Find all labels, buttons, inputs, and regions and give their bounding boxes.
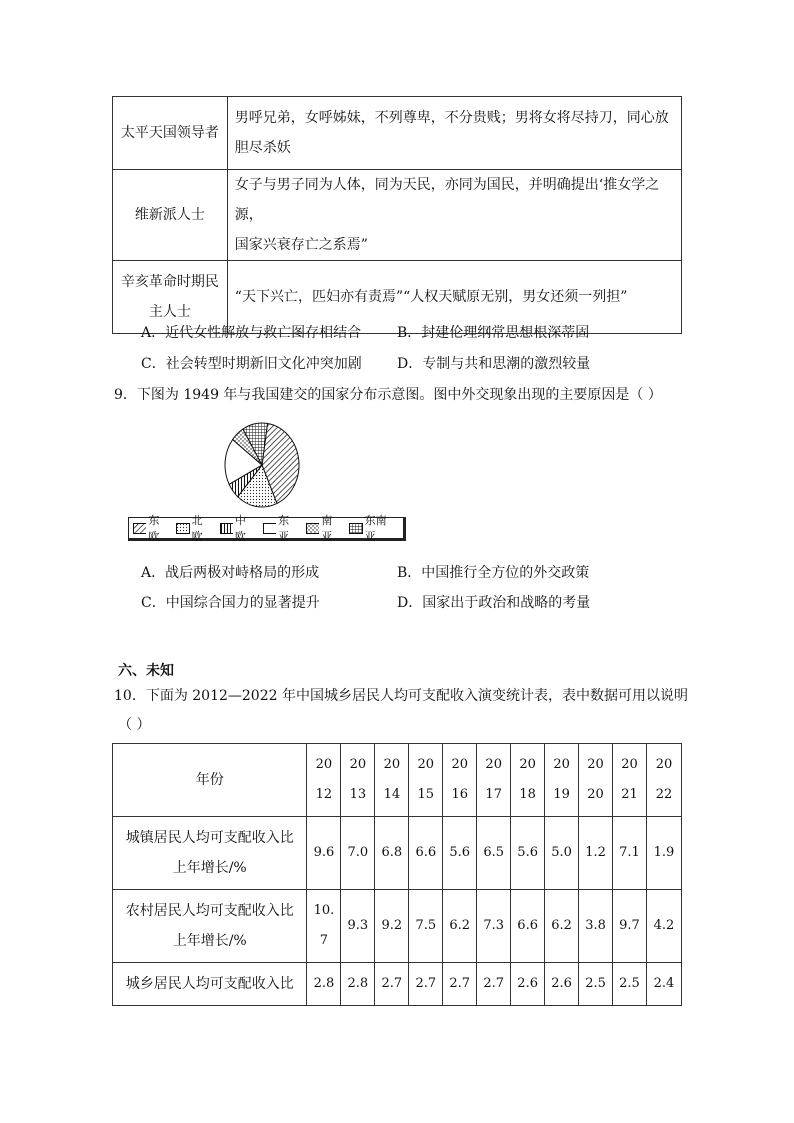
table-cell: 7.3 (477, 890, 511, 963)
row-text (227, 97, 681, 170)
year-line: 20 (417, 757, 435, 772)
table-cell: 9.7 (613, 890, 647, 963)
year-line: 22 (655, 787, 673, 802)
table-cell: 2.7 (375, 963, 409, 1006)
table-cell: 6.2 (443, 890, 477, 963)
table-cell: 2.6 (511, 963, 545, 1006)
table-cell: 7.1 (613, 817, 647, 890)
row-text-line: 胆尽杀妖 (234, 140, 291, 156)
legend-label: 东亚 (278, 514, 290, 543)
row-text: “天下兴亡，匹妇亦有责焉”“人权天赋原无别，男女还须一列担” (227, 261, 681, 334)
table-cell: 4.2 (646, 890, 681, 963)
table-cell: 1.2 (579, 817, 613, 890)
row-text-line: 男呼兄弟，女呼姊妹，不列尊卑，不分贵贱；男将女将尽持刀，同心放 (234, 110, 669, 126)
row-label-line: 城镇居民人均可支配收入比 (125, 830, 294, 846)
table-cell: 2.8 (341, 963, 375, 1006)
year-line: 20 (451, 757, 469, 772)
year-line: 20 (655, 757, 673, 772)
year-line: 20 (519, 757, 536, 772)
year-line: 19 (553, 787, 570, 802)
year-line: 20 (485, 757, 502, 772)
table-cell: 3.8 (579, 890, 613, 963)
pie-chart (222, 420, 304, 510)
legend-label: 北欧 (191, 514, 203, 543)
option-c[interactable]: C．社会转型时期新旧文化冲突加剧 (141, 356, 362, 372)
table-cell: 5.0 (545, 817, 579, 890)
row-label-line: 农村居民人均可支配收入比 (125, 903, 294, 919)
option-a[interactable]: A．战后两极对峙格局的形成 (141, 565, 320, 581)
year-line: 20 (349, 757, 367, 772)
income-table (112, 743, 682, 1006)
option-b[interactable]: B．中国推行全方位的外交政策 (397, 565, 590, 581)
year-cell (579, 744, 613, 817)
table-cell: 6.6 (409, 817, 443, 890)
legend-item (263, 512, 299, 544)
legend-item (306, 512, 342, 544)
table-cell: 2.5 (613, 963, 647, 1006)
year-line: 17 (485, 787, 502, 802)
diagonal-hatch-swatch-icon (133, 523, 146, 534)
row-text (227, 170, 681, 261)
year-line: 20 (383, 757, 401, 772)
table-row (113, 97, 682, 170)
year-line: 15 (417, 787, 435, 802)
table-cell: 2.8 (307, 963, 341, 1006)
year-line: 21 (621, 787, 638, 802)
table-cell: 2.4 (646, 963, 681, 1006)
table-cell: 6.5 (477, 817, 511, 890)
table-row (113, 744, 682, 817)
table-cell: 5.6 (443, 817, 477, 890)
cell-line: 10. (313, 903, 335, 918)
table-row (113, 963, 682, 1006)
table-cell: 7.5 (409, 890, 443, 963)
option-a[interactable]: A．近代女性解放与救亡图存相结合 (141, 325, 362, 341)
year-line: 12 (315, 787, 333, 802)
legend-item (349, 512, 396, 544)
table-cell: 9.3 (341, 890, 375, 963)
table-cell: 2.7 (443, 963, 477, 1006)
cell-line: 7 (319, 933, 329, 948)
table-cell: 9.2 (375, 890, 409, 963)
blank-swatch-icon (263, 523, 276, 534)
legend-label: 东欧 (148, 514, 160, 543)
option-c[interactable]: C．中国综合国力的显著提升 (141, 595, 320, 611)
question-stem: 10．下面为 2012—2022 年中国城乡居民人均可支配收入演变统计表，表中数据可用以说明 (114, 688, 688, 704)
option-d[interactable]: D．专制与共和思潮的激烈较量 (397, 356, 591, 372)
table-cell: 6.2 (545, 890, 579, 963)
year-line: 14 (383, 787, 401, 802)
row-text-line: 国家兴衰存亡之系焉” (234, 237, 368, 253)
table-cell (307, 890, 341, 963)
table-cell: 2.5 (579, 963, 613, 1006)
year-line: 16 (451, 787, 469, 802)
year-line: 13 (349, 787, 367, 802)
row-label-line: 上年增长/% (172, 860, 247, 876)
table-cell: 2.7 (409, 963, 443, 1006)
row-label (113, 817, 307, 890)
year-cell (409, 744, 443, 817)
legend-item (220, 512, 256, 544)
option-d[interactable]: D．国家出于政治和战略的考量 (397, 595, 591, 611)
table-cell: 5.6 (511, 817, 545, 890)
dense-dots-swatch-icon (306, 523, 319, 534)
row-text-line: 女子与男子同为人体，同为天民，亦同为国民，并明确提出‘推女学之源， (234, 177, 660, 223)
header-cell: 年份 (113, 744, 307, 817)
year-cell (613, 744, 647, 817)
quote-table (112, 96, 682, 334)
table-row (113, 817, 682, 890)
table-cell: 9.6 (307, 817, 341, 890)
table-cell: 2.6 (545, 963, 579, 1006)
legend-item (133, 512, 169, 544)
year-cell (307, 744, 341, 817)
row-label-line: 上年增长/% (172, 933, 247, 949)
legend-label: 东南亚 (364, 514, 387, 543)
table-cell: 2.7 (477, 963, 511, 1006)
year-cell (375, 744, 409, 817)
year-line: 20 (587, 757, 604, 772)
legend-item (176, 512, 212, 544)
year-cell (443, 744, 477, 817)
dots-swatch-icon (176, 523, 189, 534)
year-line: 20 (587, 787, 604, 802)
year-line: 18 (519, 787, 536, 802)
year-cell (545, 744, 579, 817)
table-cell: 7.0 (341, 817, 375, 890)
row-label: 城乡居民人均可支配收入比 (113, 963, 307, 1006)
year-cell (646, 744, 681, 817)
legend-label: 中欧 (234, 514, 246, 543)
row-label-line: 主人士 (148, 304, 191, 320)
table-row (113, 890, 682, 963)
table-cell: 1.9 (646, 817, 681, 890)
year-line: 20 (621, 757, 638, 772)
row-label-line: 辛亥革命时期民 (120, 274, 219, 290)
table-row (113, 170, 682, 261)
chart-legend (128, 514, 406, 543)
row-label: 维新派人士 (113, 170, 228, 261)
year-cell (341, 744, 375, 817)
year-cell (511, 744, 545, 817)
table-cell: 6.8 (375, 817, 409, 890)
year-cell (477, 744, 511, 817)
legend-label: 南亚 (321, 514, 333, 543)
year-line: 20 (553, 757, 570, 772)
year-line: 20 (315, 757, 333, 772)
question-stem: 9．下图为 1949 年与我国建交的国家分布示意图。图中外交现象出现的主要原因是（ ） (114, 387, 662, 403)
question-paren: （ ） (118, 717, 151, 733)
section-title: 六、未知 (118, 663, 174, 679)
option-b[interactable]: B．封建伦理纲常思想根深蒂固 (397, 325, 590, 341)
row-label: 太平天国领导者 (113, 97, 228, 170)
table-cell: 6.6 (511, 890, 545, 963)
vertical-lines-swatch-icon (220, 523, 233, 534)
grid-swatch-icon (349, 523, 362, 534)
row-label (113, 890, 307, 963)
